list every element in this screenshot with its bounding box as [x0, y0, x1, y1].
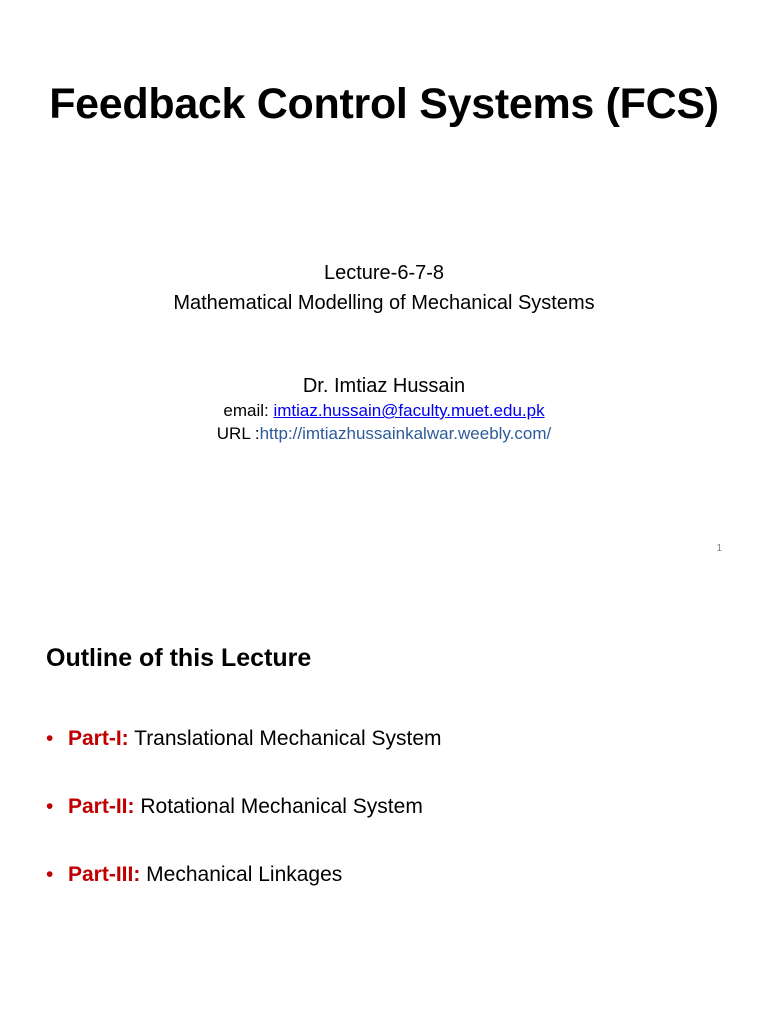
lecture-info — [0, 258, 768, 318]
part-label: Part-I: — [68, 727, 129, 750]
part-label: Part-III: — [68, 863, 141, 886]
lecture-topic: Mathematical Modelling of Mechanical Systems — [173, 292, 595, 314]
url-link[interactable]: http://imtiazhussainkalwar.weebly.com/ — [259, 424, 552, 443]
list-item — [46, 724, 442, 792]
bullet-icon: • — [46, 795, 54, 818]
bullet-icon: • — [46, 727, 54, 750]
lecture-number: Lecture-6-7-8 — [323, 262, 445, 284]
part-text: Rotational Mechanical System — [134, 795, 423, 818]
list-item — [46, 792, 442, 860]
bullet-icon: • — [46, 863, 54, 886]
url-label: URL : — [216, 424, 260, 443]
email-line — [0, 399, 768, 422]
author-name: Dr. Imtiaz Hussain — [302, 375, 466, 397]
url-line — [0, 422, 768, 445]
outline-title: Outline of this Lecture — [46, 644, 312, 672]
email-label: email: — [223, 401, 274, 420]
outline-list — [46, 724, 442, 928]
part-label: Part-II: — [68, 795, 135, 818]
part-text: Mechanical Linkages — [140, 863, 343, 886]
email-link[interactable]: imtiaz.hussain@faculty.muet.edu.pk — [273, 401, 545, 420]
author-info — [0, 373, 768, 445]
slide-title: Feedback Control Systems (FCS) — [49, 80, 719, 128]
page-number: 1 — [716, 543, 722, 554]
list-item — [46, 860, 442, 928]
outline-slide — [0, 576, 768, 1024]
part-text: Translational Mechanical System — [128, 727, 442, 750]
